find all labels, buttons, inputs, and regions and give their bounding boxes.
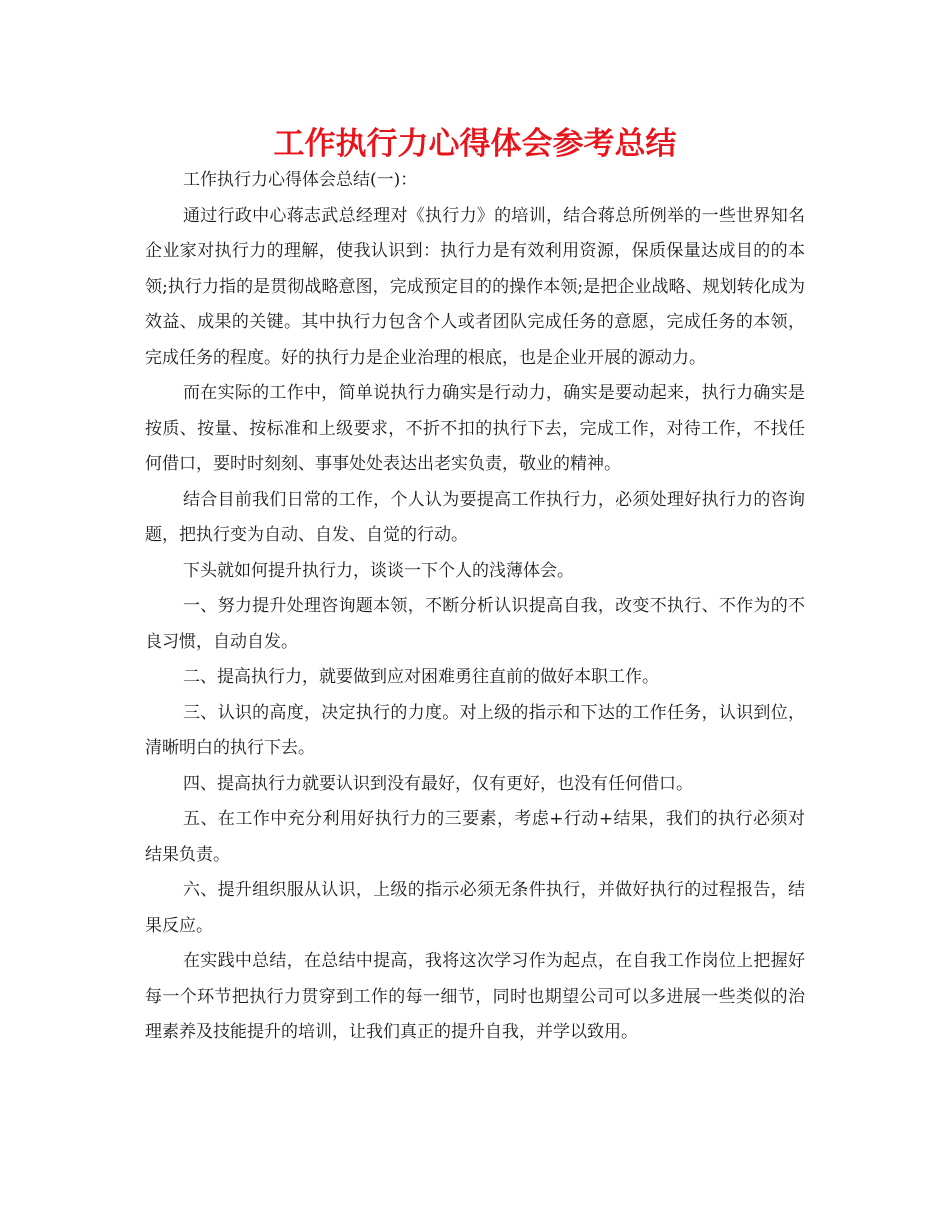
paragraph-point-3: 三、认识的高度，决定执行的力度。对上级的指示和下达的工作任务，认识到位，清晰明白的执行下去。 [145, 702, 805, 758]
paragraph-point-2: 二、提高执行力，就要做到应对困难勇往直前的做好本职工作。 [183, 667, 659, 687]
paragraph-practical-work: 而在实际的工作中，简单说执行力确实是行动力，确实是要动起来，执行力确实是按质、按量、按标准和上级要求，不折不扣的执行下去，完成工作，对待工作，不找任何借口，要时时刻刻、事事处处表达出老实负责，敬业的精神。 [145, 383, 805, 474]
paragraph-daily-work: 结合目前我们日常的工作，个人认为要提高工作执行力，必须处理好执行力的咨询题，把执行变为自动、自发、自觉的行动。 [145, 489, 805, 545]
paragraph-intro-heading: 工作执行力心得体会总结(一)： [183, 170, 418, 190]
paragraph-point-6: 六、提升组织服从认识，上级的指示必须无条件执行，并做好执行的过程报告，结果反应。 [145, 880, 805, 936]
paragraph-conclusion: 在实践中总结，在总结中提高，我将这次学习作为起点，在自我工作岗位上把握好每一个环节把执行力贯穿到工作的每一细节，同时也期望公司可以多进展一些类似的治理素养及技能提升的培训，让我们真正的提升自我，并学以致用。 [145, 951, 805, 1042]
paragraph-point-1: 一、努力提升处理咨询题本领，不断分析认识提高自我，改变不执行、不作为的不良习惯，自动自发。 [145, 596, 805, 652]
paragraph-point-4: 四、提高执行力就要认识到没有最好，仅有更好，也没有任何借口。 [183, 773, 693, 794]
paragraph-point-5: 五、在工作中充分利用好执行力的三要素，考虑+行动+结果，我们的执行必须对结果负责。 [145, 809, 805, 865]
paragraph-training-summary: 通过行政中心蒋志武总经理对《执行力》的培训，结合蒋总所例举的一些世界知名企业家对执行力的理解，使我认识到：执行力是有效利用资源，保质保量达成目的的本领;执行力指的是贯彻战略意图，完成预定目的的操作本领;是把企业战略、规划转化成为效益、成果的关键。其中执行力包含个人或者团队完成任务的意愿，完成任务的本领，完成任务的程度。好的执行力是企业治理的根底，也是企业开展的源动力。 [145, 205, 805, 368]
paragraph-experience-intro: 下头就如何提升执行力，谈谈一下个人的浅薄体会。 [183, 560, 574, 581]
document-title: 工作执行力心得体会参考总结 [273, 126, 677, 162]
document-body [145, 163, 805, 1051]
